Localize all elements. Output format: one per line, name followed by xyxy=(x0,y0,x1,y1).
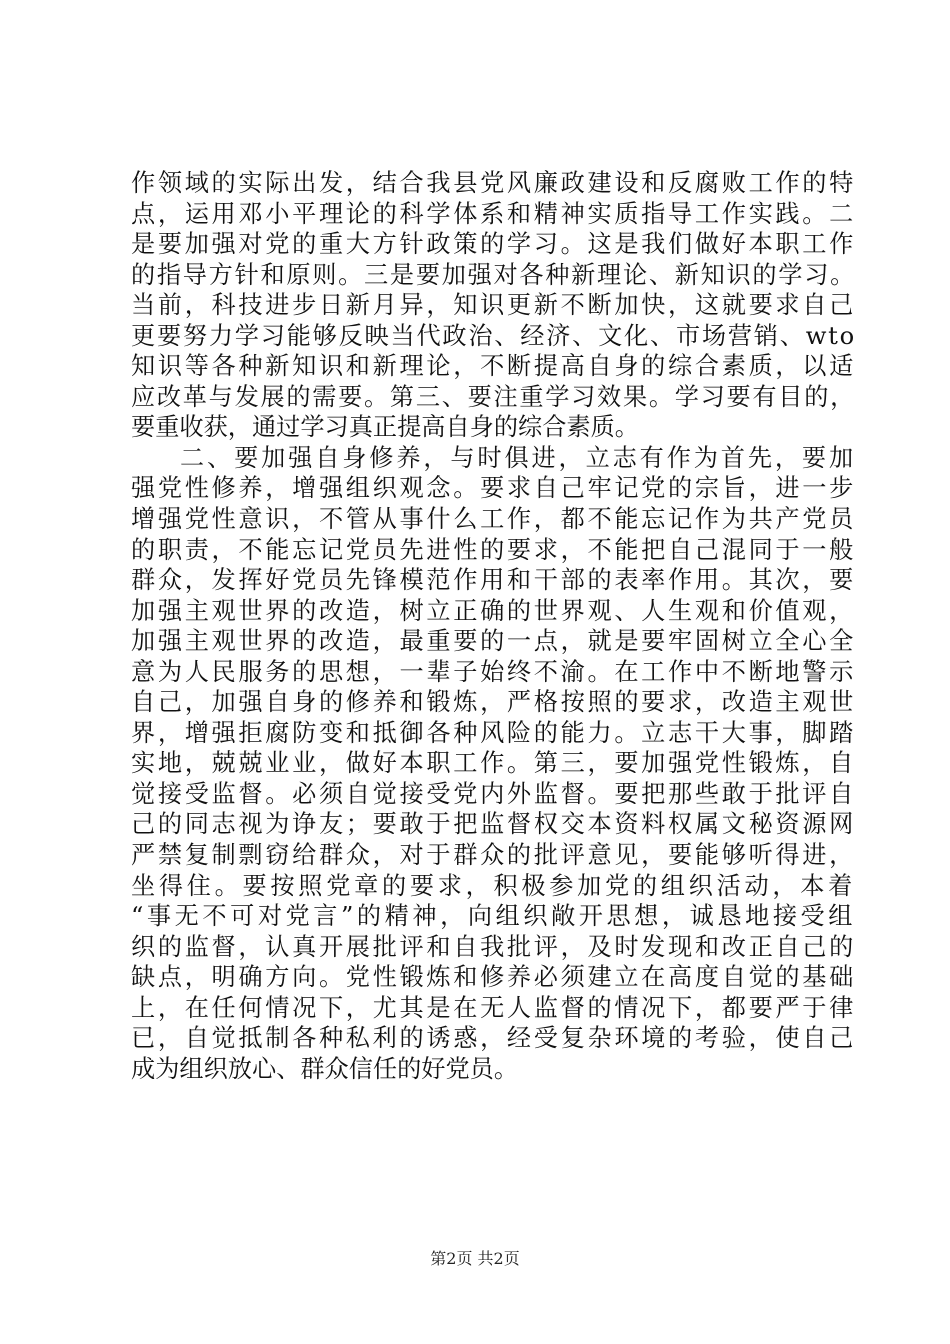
text-line: 的指导方针和原则。三是要加强对各种新理论、新知识的学习。 xyxy=(131,260,856,289)
text-line: 坐得住。要按照党章的要求，积极参加党的组织活动，本着 xyxy=(131,871,856,900)
text-line: 缺点，明确方向。党性锻炼和修养必须建立在高度自觉的基础 xyxy=(131,963,856,992)
text-line: 成为组织放心、群众信任的好党员。 xyxy=(131,1054,519,1083)
text-line: 界，增强拒腐防变和抵御各种风险的能力。立志干大事，脚踏 xyxy=(131,718,856,747)
text-line: 作领域的实际出发，结合我县党风廉政建设和反腐败工作的特 xyxy=(131,169,856,197)
text-line: 意为人民服务的思想，一辈子始终不渝。在工作中不断地警示 xyxy=(131,657,856,686)
text-line: 上，在任何情况下，尤其是在无人监督的情况下，都要严于律 xyxy=(131,993,856,1022)
text-line: 点，运用邓小平理论的科学体系和精神实质指导工作实践。二 xyxy=(131,199,856,228)
text-line: 当前，科技进步日新月异，知识更新不断加快，这就要求自己 xyxy=(131,291,856,320)
text-line: 觉接受监督。必须自觉接受党内外监督。要把那些敢于批评自 xyxy=(131,779,856,808)
text-line: 加强主观世界的改造，树立正确的世界观、人生观和价值观， xyxy=(131,596,856,625)
text-line: 加强主观世界的改造，最重要的一点，就是要牢固树立全心全 xyxy=(131,627,856,656)
text-line: 强党性修养，增强组织观念。要求自己牢记党的宗旨，进一步 xyxy=(131,474,856,503)
text-line: 织的监督，认真开展批评和自我批评，及时发现和改正自己的 xyxy=(131,932,856,961)
text-line: 更要努力学习能够反映当代政治、经济、文化、市场营销、wto xyxy=(131,321,856,350)
body-text xyxy=(131,168,856,1084)
page-footer: 第2页 共2页 xyxy=(430,1249,520,1268)
text-line: 的职责，不能忘记党员先进性的要求，不能把自己混同于一般 xyxy=(131,535,856,564)
text-line: 增强党性意识，不管从事什么工作，都不能忘记作为共产党员 xyxy=(131,505,856,534)
text-line: 要重收获，通过学习真正提高自身的综合素质。 xyxy=(131,413,639,442)
text-line: 已，自觉抵制各种私利的诱惑，经受复杂环境的考验，使自己 xyxy=(131,1024,856,1053)
text-line: 严禁复制剽窃给群众，对于群众的批评意见，要能够听得进， xyxy=(131,841,856,870)
text-line: 是要加强对党的重大方针政策的学习。这是我们做好本职工作 xyxy=(131,230,856,259)
text-line: 二、要加强自身修养，与时俱进，立志有作为首先，要加 xyxy=(180,443,856,472)
text-line: 应改革与发展的需要。第三、要注重学习效果。学习要有目的， xyxy=(131,382,856,411)
text-line: “事无不可对党言”的精神，向组织敞开思想，诚恳地接受组 xyxy=(131,902,856,931)
text-line: 群众，发挥好党员先锋模范作用和干部的表率作用。其次，要 xyxy=(131,566,856,595)
text-line: 己的同志视为诤友；要敢于把监督权交本资料权属文秘资源网 xyxy=(131,810,856,839)
text-line: 自己，加强自身的修养和锻炼，严格按照的要求，改造主观世 xyxy=(131,688,856,717)
text-line: 实地，兢兢业业，做好本职工作。第三，要加强党性锻炼，自 xyxy=(131,749,856,778)
text-line: 知识等各种新知识和新理论，不断提高自身的综合素质，以适 xyxy=(131,352,856,381)
